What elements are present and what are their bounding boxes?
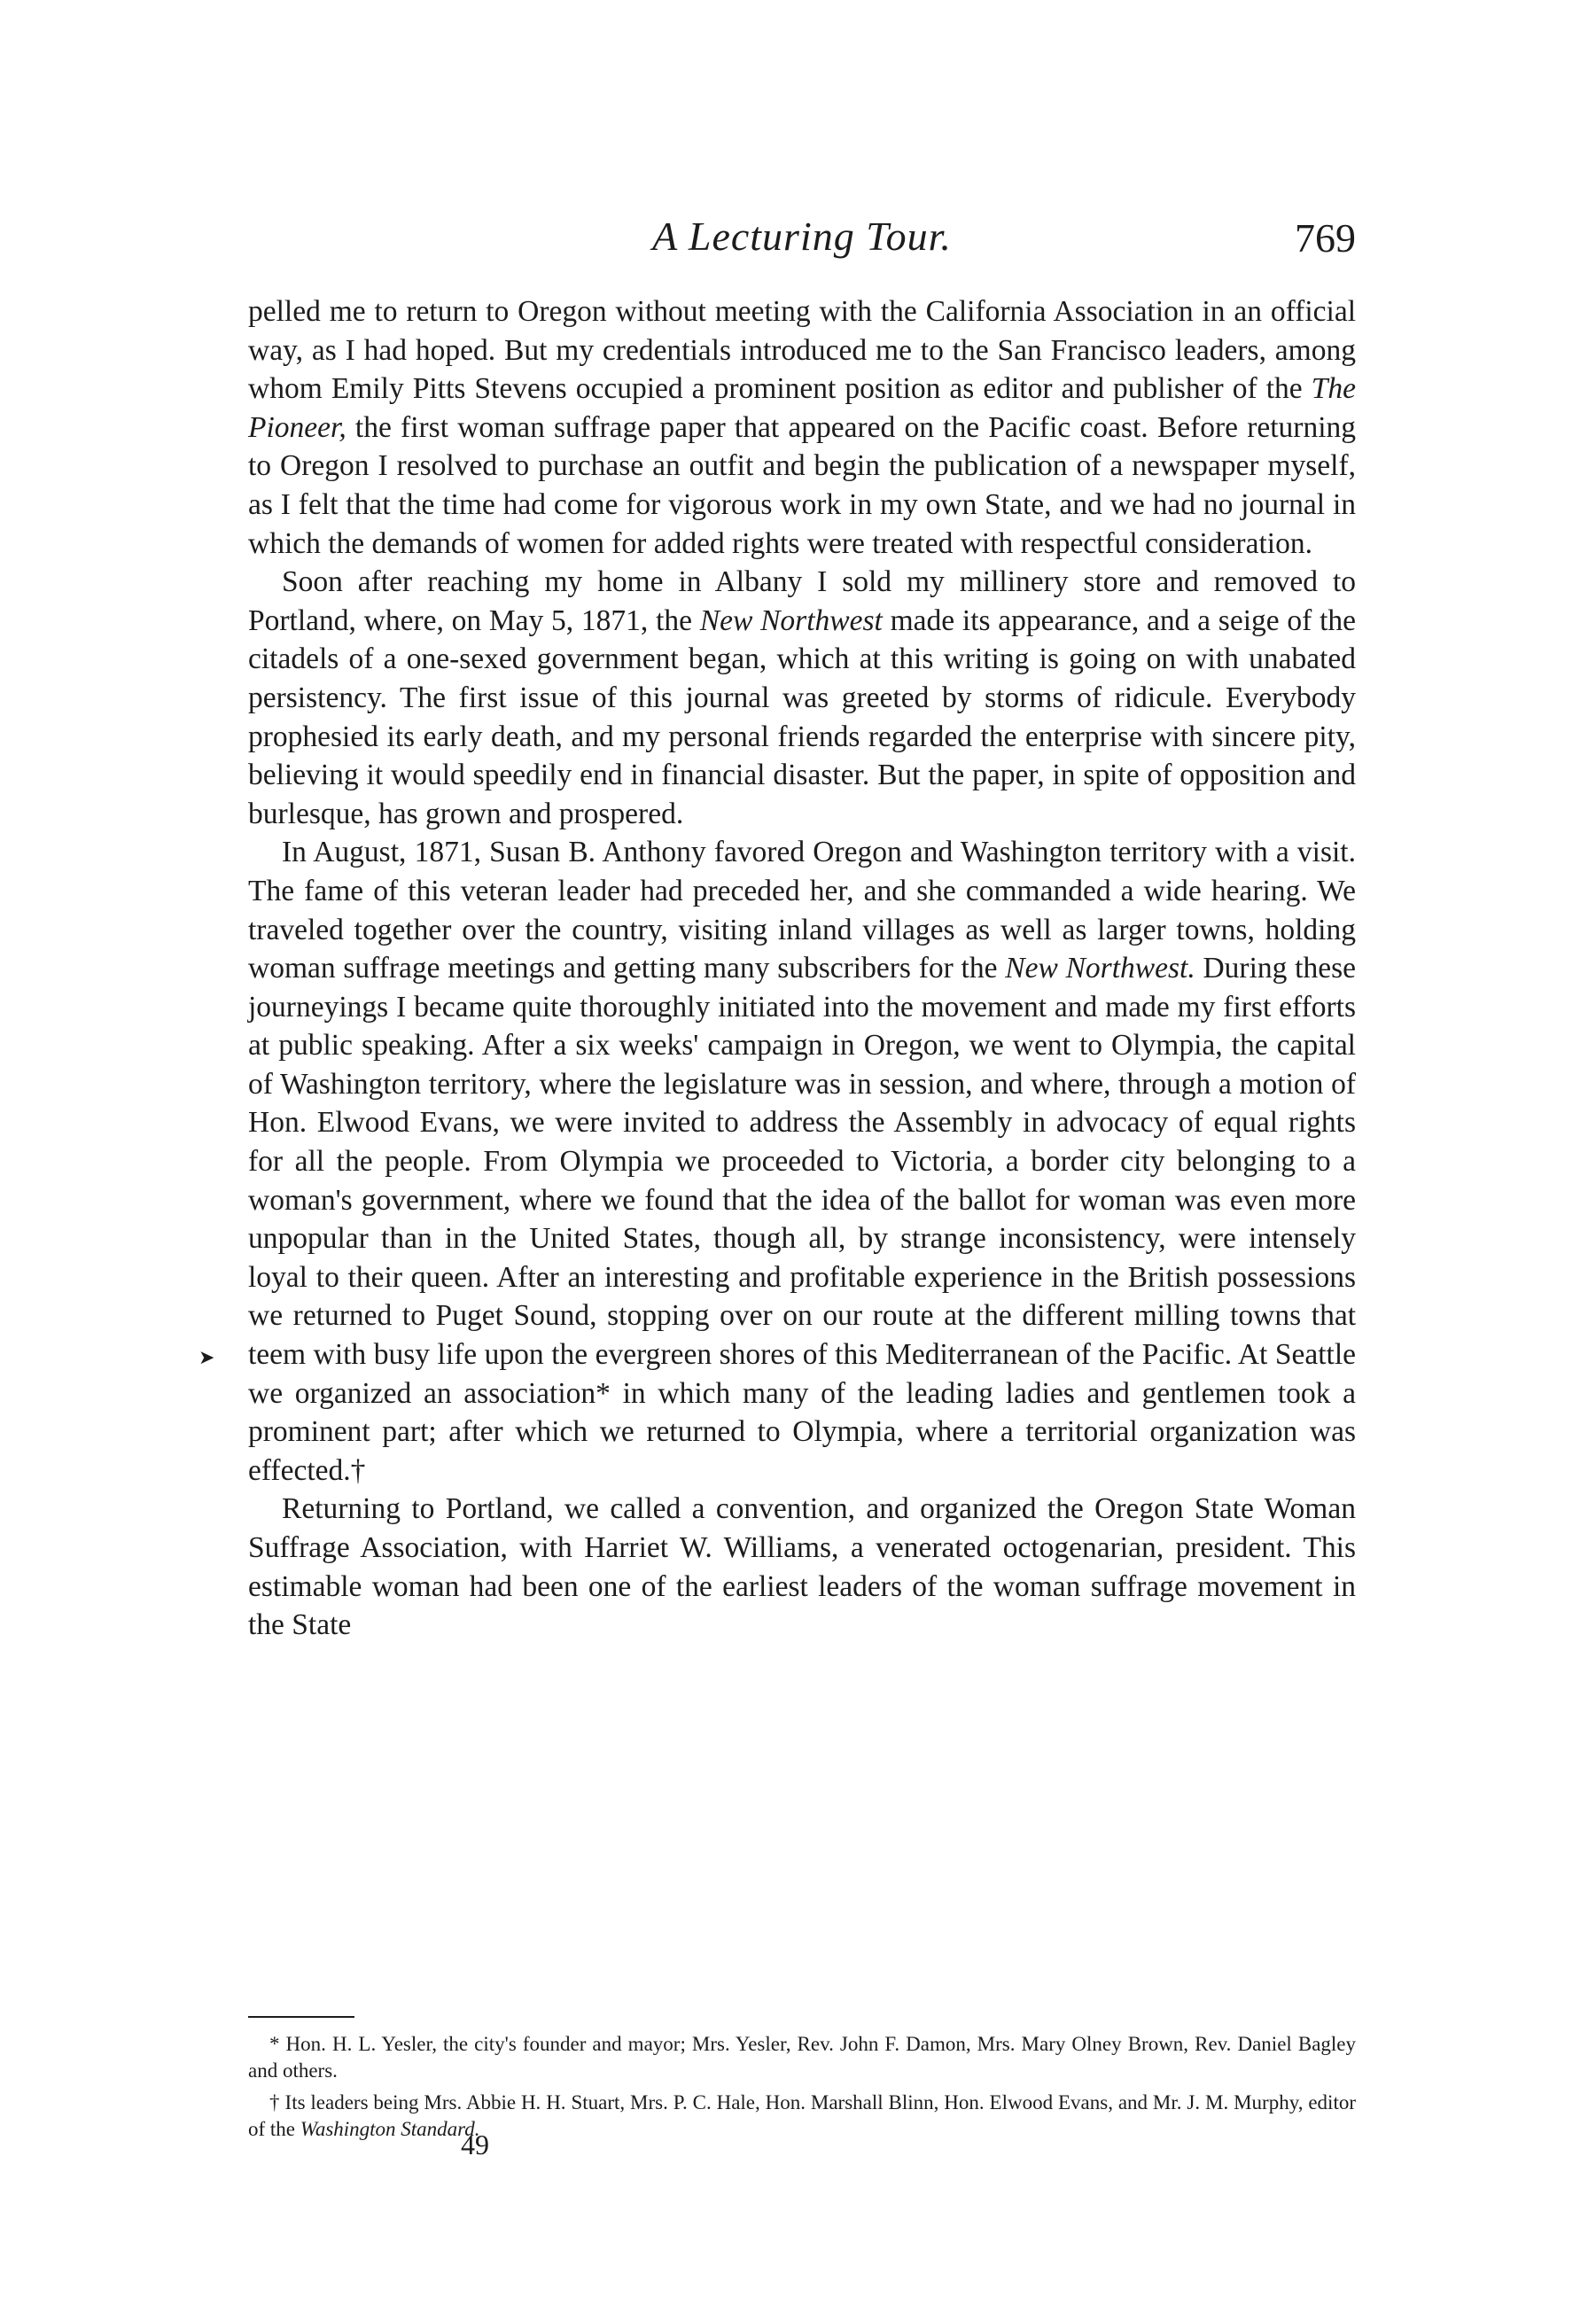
new-northwest-title: New Northwest xyxy=(699,603,883,637)
body-text xyxy=(248,292,1356,1645)
paragraph-1-text-b: the first woman suffrage paper that appeared on the Pacific coast. Before returning to Oregon I resolved to purchase an outfit and begin the publication of a newspaper myself, as I felt that the time had come for vigorous work in my own State, and we had no journal in which the demands of women for added rights were treated with respectful consideration. xyxy=(248,410,1356,560)
footnote-1: * Hon. H. L. Yesler, the city's founder and mayor; Mrs. Yesler, Rev. John F. Damon, Mrs. Mary Olney Brown, Rev. Daniel Bagley and others. xyxy=(248,2033,1356,2082)
new-northwest-title-2: New Northwest. xyxy=(1005,952,1195,985)
paragraph-2 xyxy=(248,563,1356,833)
paragraph-2-text-a: Soon after reaching my home in Albany I sold my millinery store and removed to Portland, where, on May 5, 1871, the xyxy=(248,565,1356,637)
running-title: A Lecturing Tour. xyxy=(652,214,952,259)
footnote-2 xyxy=(248,2090,1356,2143)
signature-mark: 49 xyxy=(461,2129,489,2160)
paragraph-3 xyxy=(248,833,1356,1490)
washington-standard-title: Washington Standard. xyxy=(300,2118,480,2140)
running-head xyxy=(248,206,1356,268)
footnote-divider xyxy=(248,2016,354,2018)
paragraph-3-text-b: During these journeyings I became quite thoroughly initiated into the movement and made my first efforts at public speaking. After a six weeks' campaign in Oregon, we went to Olympia, the capital of Washington territory, where the legislature was in session, and where, through a motion of Hon. Elwood Evans, we were invited to address the Assembly in advocacy of equal rights for all the people. From Olympia we proceeded to Victoria, a border city belonging to a woman's government, where we found that the idea of the ballot for woman was even more unpopular than in the United States, though all, by strange inconsistency, were intensely loyal to their queen. After an interesting and profitable experience in the British possessions we returned to Puget Sound, stopping over on our route at the different milling towns that teem with busy life upon the evergreen shores of this Mediterranean of the Pacific. At Seattle we organized an association* in which many of the leading ladies and gentlemen took a prominent part; after which we returned to Olympia, where a territorial organization was effected.† xyxy=(248,952,1356,1487)
pioneer-title: The Pioneer, xyxy=(248,372,1356,444)
paragraph-3-text-a: In August, 1871, Susan B. Anthony favored Oregon and Washington territory with a visit. The fame of this veteran leader had preceded her, and she commanded a wide hearing. We traveled together over the country, visiting inland villages as well as larger towns, holding woman suffrage meetings and getting many subscribers for the xyxy=(248,836,1356,985)
footnotes xyxy=(248,2031,1356,2148)
paragraph-1-text-a: pelled me to return to Oregon without meeting with the California Association in an official way, as I had hoped. But my credentials introduced me to the San Francisco leaders, among whom Emily Pitts Stevens occupied a prominent position as editor and publisher of the xyxy=(248,295,1356,406)
paragraph-2-text-b: made its appearance, and a seige of the citadels of a one-sexed government began, which at this writing is going on with unabated persistency. The first issue of this journal was greeted by storms of ridicule. Everybody prophesied its early death, and my personal friends regarded the enterprise with sincere pity, believing it would speedily end in financial disaster. But the paper, in spite of opposition and burlesque, has grown and prospered. xyxy=(248,603,1356,830)
margin-arrow-icon: ➤ xyxy=(199,1346,215,1368)
footnote-2-text: † Its leaders being Mrs. Abbie H. H. Stuart, Mrs. P. C. Hale, Hon. Marshall Blinn, Hon. Elwood Evans, and Mr. J. M. Murphy, editor of the xyxy=(248,2091,1356,2140)
page-number: 769 xyxy=(1295,215,1356,261)
paragraph-1 xyxy=(248,292,1356,563)
paragraph-4: Returning to Portland, we called a convention, and organized the Oregon State Woman Suffrage Association, with Harriet W. Williams, a venerated octogenarian, president. This estimable woman had been one of the earliest leaders of the woman suffrage movement in the State xyxy=(248,1492,1356,1642)
